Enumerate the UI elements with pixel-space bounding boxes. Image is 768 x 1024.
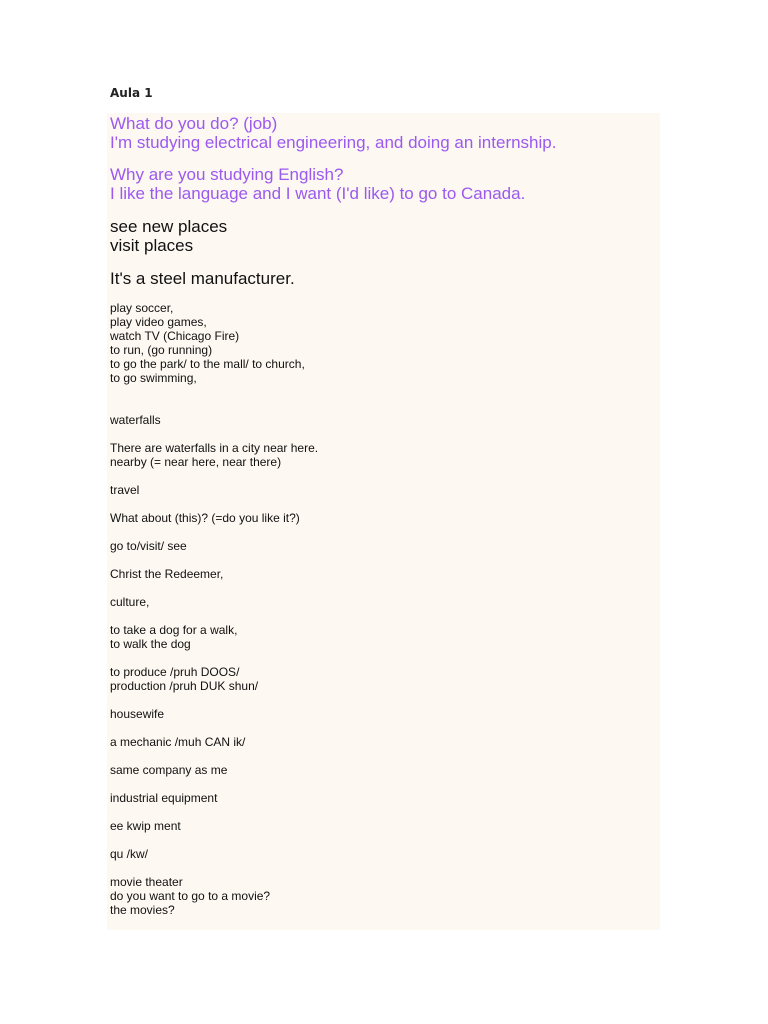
note-line: visit places	[110, 236, 194, 255]
note-line: waterfalls	[110, 413, 161, 427]
note-line: to produce /pruh DOOS/	[110, 665, 240, 679]
note-block	[110, 114, 556, 152]
note-line: What do you do? (job)	[110, 114, 278, 133]
note-block	[110, 665, 258, 693]
note-block	[110, 269, 295, 288]
note-line: culture,	[110, 595, 150, 609]
note-block	[110, 165, 525, 203]
note-block	[110, 539, 187, 553]
note-block	[110, 511, 300, 525]
note-line: travel	[110, 483, 140, 497]
note-line: watch TV (Chicago Fire)	[110, 329, 240, 343]
note-line: Christ the Redeemer,	[110, 567, 224, 581]
note-line: the movies?	[110, 903, 175, 917]
note-line: to take a dog for a walk,	[110, 623, 238, 637]
note-line: nearby (= near here, near there)	[110, 455, 282, 469]
note-line: to run, (go running)	[110, 343, 213, 357]
note-line: play soccer,	[110, 301, 174, 315]
note-line: go to/visit/ see	[110, 539, 187, 553]
note-block	[110, 567, 223, 581]
note-line: housewife	[110, 707, 165, 721]
note-block	[110, 217, 227, 255]
note-block	[110, 819, 181, 833]
note-block	[110, 791, 217, 805]
note-line: What about (this)? (=do you like it?)	[110, 511, 300, 525]
note-block	[110, 301, 305, 385]
note-block	[110, 595, 149, 609]
note-line: to go swimming,	[110, 371, 197, 385]
note-line: qu /kw/	[110, 847, 149, 861]
note-block	[110, 623, 237, 651]
note-line: to go the park/ to the mall/ to church,	[110, 357, 305, 371]
document-title: Aula 1	[110, 86, 153, 100]
note-line: There are waterfalls in a city near here.	[110, 441, 319, 455]
note-line: industrial equipment	[110, 791, 218, 805]
note-line: Why are you studying English?	[110, 165, 344, 184]
note-block	[110, 875, 270, 917]
note-block	[110, 763, 227, 777]
note-line: do you want to go to a movie?	[110, 889, 271, 903]
note-line: I'm studying electrical engineering, and doing an internship.	[110, 133, 557, 152]
note-line: see new places	[110, 217, 228, 236]
note-line: movie theater	[110, 875, 183, 889]
note-line: production /pruh DUK shun/	[110, 679, 259, 693]
note-line: same company as me	[110, 763, 228, 777]
note-block	[110, 413, 161, 427]
note-line: It's a steel manufacturer.	[110, 269, 295, 288]
note-block	[110, 483, 139, 497]
note-block	[110, 847, 148, 861]
note-line: play video games,	[110, 315, 207, 329]
note-line: ee kwip ment	[110, 819, 181, 833]
note-block	[110, 735, 245, 749]
note-line: to walk the dog	[110, 637, 191, 651]
note-block	[110, 441, 318, 469]
note-line: a mechanic /muh CAN ik/	[110, 735, 246, 749]
note-block	[110, 707, 164, 721]
note-line: I like the language and I want (I'd like) to go to Canada.	[110, 184, 526, 203]
